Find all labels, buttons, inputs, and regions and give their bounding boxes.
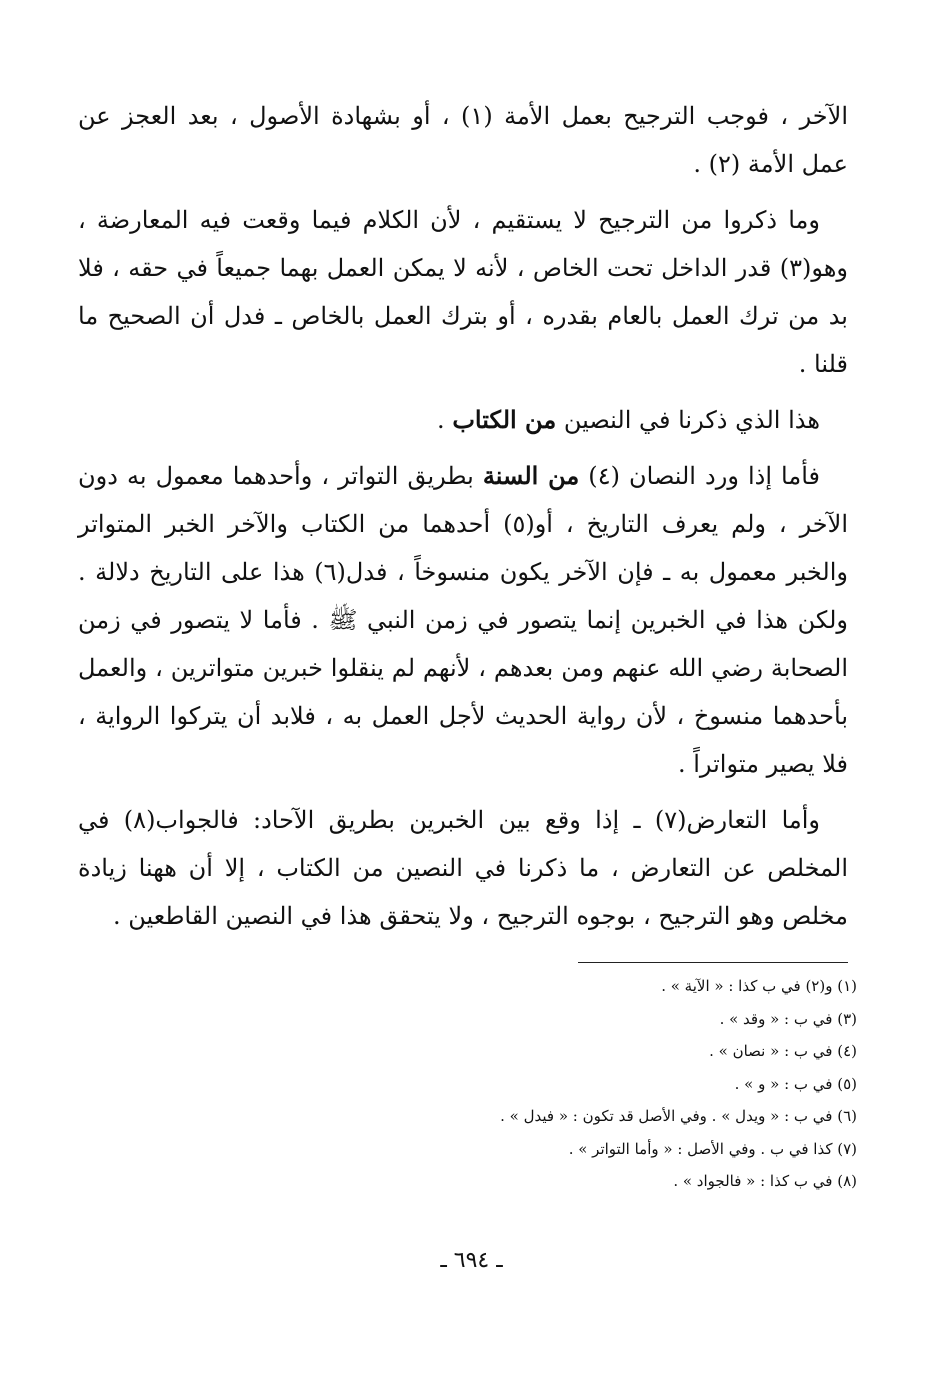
paragraph-4-emphasis: من السنة (482, 461, 580, 490)
paragraph-3-end: . (437, 406, 453, 434)
footnote-6: (٦) في ب : « ويدل » . وفي الأصل قد تكون : « فيدل » . (500, 1107, 857, 1125)
paragraph-4-text-start: فأما إذا ورد النصان (٤) (579, 462, 821, 490)
paragraph-2: وما ذكروا من الترجيح لا يستقيم ، لأن الكلام فيما وقعت فيه المعارضة ، وهو(٣) قدر الداخل تحت الخاص ، لأنه لا يمكن العمل بهما جميعاً في حقه ، فلا بد من ترك العمل بالعام بقدره ، أو بترك العمل بالخاص ـ فدل أن الصحيح ما قلنا . (78, 206, 848, 378)
footnote-7: (٧) كذا في ب . وفي الأصل : « وأما التواتر » . (568, 1139, 857, 1158)
paragraph-3-emphasis: من الكتاب (452, 405, 557, 434)
paragraph-3 (78, 396, 848, 444)
paragraph-4-text-rest: بطريق التواتر ، وأحدهما معمول به دون الآخر ، ولم يعرف التاريخ ، أو(٥) أحدهما من الكتاب والآخر الخبر المتواتر والخبر معمول به ـ فإن الآخر يكون منسوخاً ، فدل(٦) هذا على التاريخ دلالة . ولكن هذا في الخبرين إنما يتصور في زمن النبي ﷺ . فأما لا يتصور في زمن الصحابة رضي الله عنهم ومن بعدهم ، لأنهم لم ينقلوا خبرين متواترين ، والعمل بأحدهما منسوخ ، لأن رواية الحديث لأجل العمل به ، فلابد أن يتركوا الرواية ، فلا يصير متواتراً . (78, 462, 849, 778)
footnote-8: (٨) في ب كذا : « فالجواد » . (673, 1172, 857, 1190)
footnote-1-2: (١) و(٢) في ب كذا : « الآية » . (661, 977, 857, 995)
paragraph-3-text: هذا الذي ذكرنا في النصين (556, 406, 820, 434)
footnote-3: (٣) في ب : « وقد » . (719, 1009, 857, 1028)
footnote-5: (٥) في ب : « و » . (734, 1074, 857, 1093)
paragraph-1: الآخر ، فوجب الترجيح بعمل الأمة (١) ، أو بشهادة الأصول ، بعد العجز عن عمل الأمة (٢) . (78, 102, 848, 178)
page-number: ـ ٦٩٤ ـ (440, 1248, 503, 1273)
paragraph-5: وأما التعارض(٧) ـ إذا وقع بين الخبرين بطريق الآحاد: فالجواب(٨) في المخلص عن التعارض ، ما ذكرنا في النصين من الكتاب ، إلا أن ههنا زيادة مخلص وهو الترجيح ، بوجوه الترجيح ، ولا يتحقق هذا في النصين القاطعين . (78, 806, 848, 930)
footnotes (78, 970, 857, 1198)
footnote-4: (٤) في ب : « نصان » . (709, 1042, 857, 1060)
paragraph-4 (78, 452, 848, 788)
footnote-divider (578, 962, 848, 963)
main-text (78, 92, 848, 940)
